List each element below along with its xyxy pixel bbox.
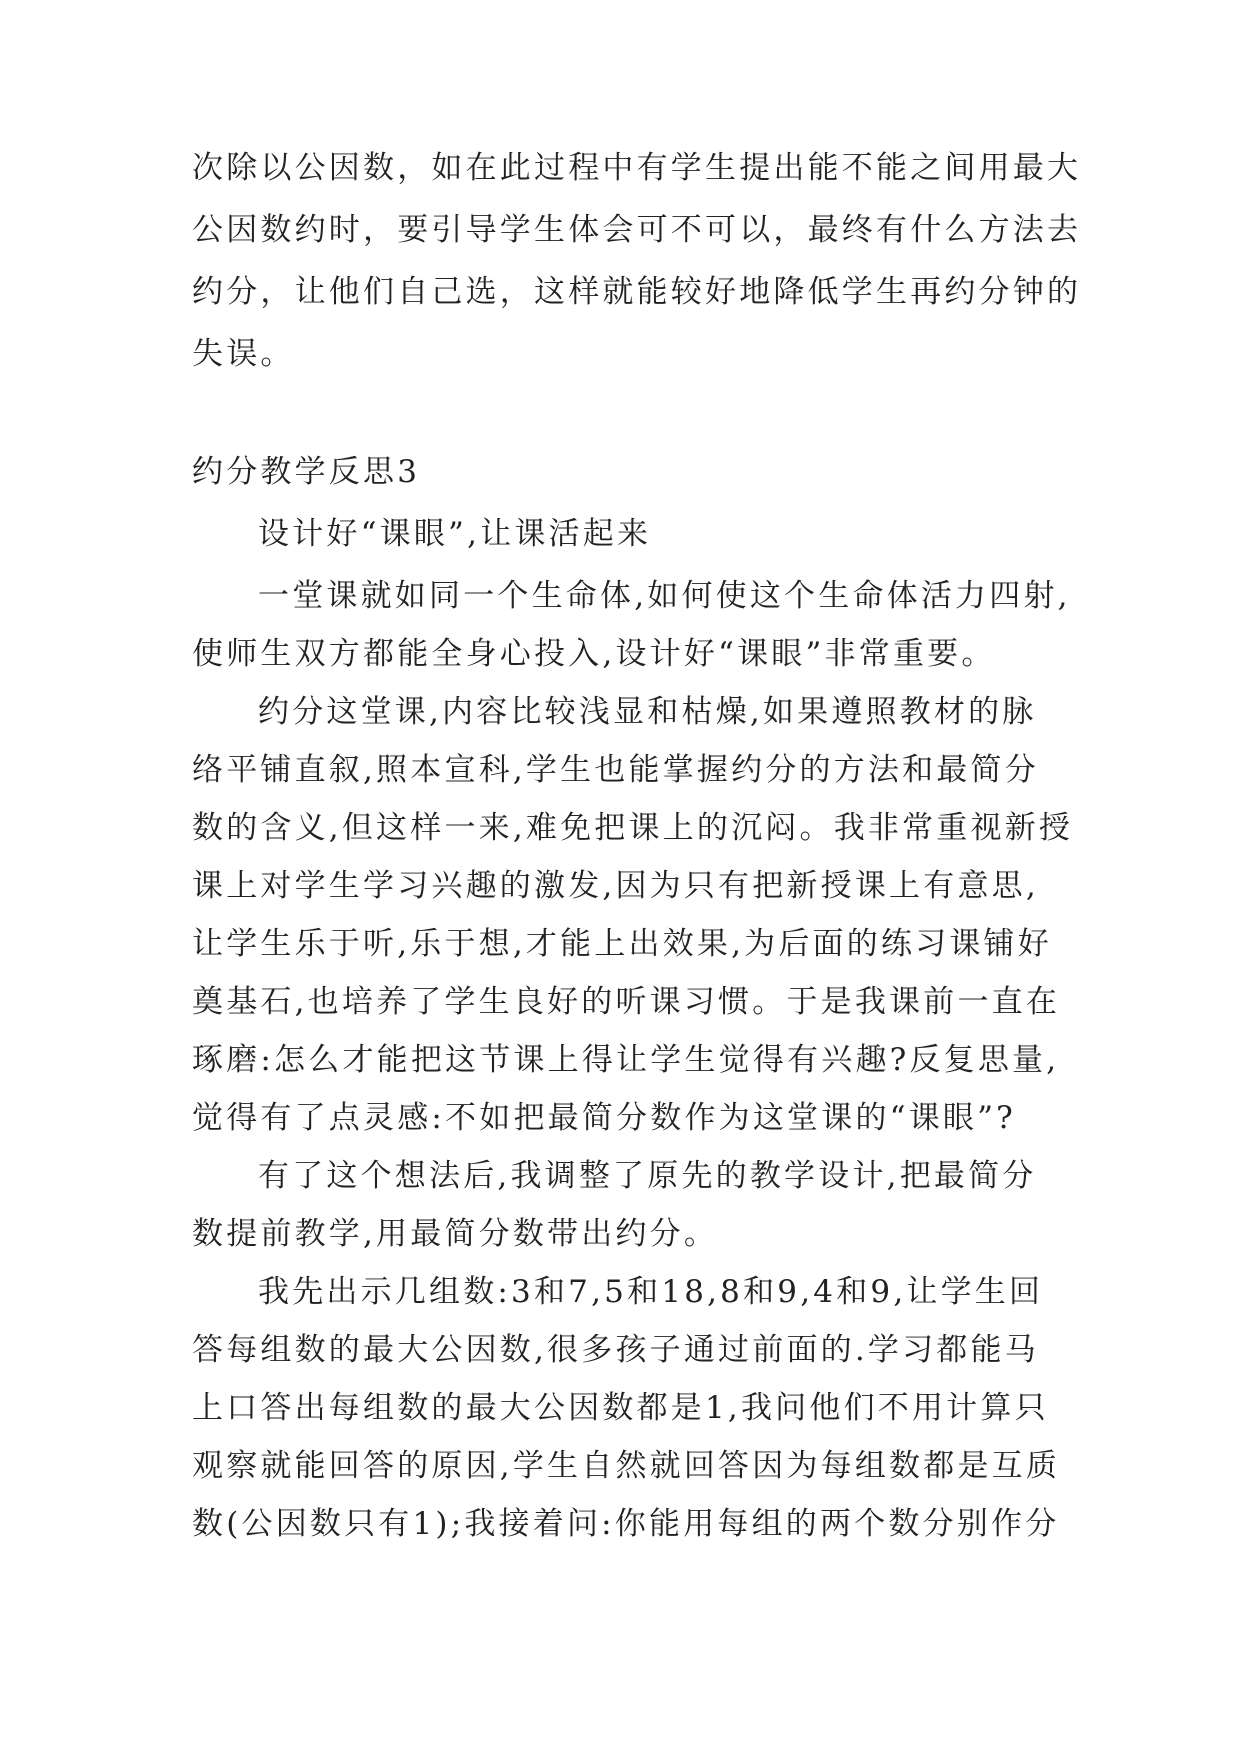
text-line: 有了这个想法后,我调整了原先的教学设计,把最简分 — [258, 1158, 1037, 1194]
text-line: 约分这堂课,内容比较浅显和枯燥,如果遵照教材的脉 — [258, 694, 1037, 730]
text-line: 上口答出每组数的最大公因数都是1,我问他们不用计算只 — [192, 1390, 1049, 1426]
text-line: 我先出示几组数:3和7,5和18,8和9,4和9,让学生回 — [258, 1274, 1044, 1310]
text-line: 一堂课就如同一个生命体,如何使这个生命体活力四射, — [258, 578, 1071, 614]
text-line: 观察就能回答的原因,学生自然就回答因为每组数都是互质 — [192, 1448, 1061, 1484]
section-heading: 约分教学反思3 — [192, 454, 421, 490]
text-line: 数提前教学,用最简分数带出约分。 — [192, 1216, 719, 1252]
text-line: 课上对学生学习兴趣的激发,因为只有把新授课上有意思, — [192, 868, 1039, 904]
text-line: 让学生乐于听,乐于想,才能上出效果,为后面的练习课铺好 — [192, 926, 1052, 962]
text-line: 络平铺直叙,照本宣科,学生也能掌握约分的方法和最简分 — [192, 752, 1039, 788]
section-subtitle: 设计好“课眼”,让课活起来 — [258, 516, 652, 552]
text-line: 失误。 — [192, 336, 295, 372]
text-line: 约分，让他们自己选，这样就能较好地降低学生再约分钟的 — [192, 274, 1082, 310]
text-line: 奠基石,也培养了学生良好的听课习惯。于是我课前一直在 — [192, 984, 1061, 1020]
text-line: 琢磨:怎么才能把这节课上得让学生觉得有兴趣?反复思量, — [192, 1042, 1060, 1078]
text-line: 数的含义,但这样一来,难免把课上的沉闷。我非常重视新授 — [192, 810, 1074, 846]
text-line: 觉得有了点灵感:不如把最简分数作为这堂课的“课眼”? — [192, 1100, 1016, 1136]
text-line: 次除以公因数，如在此过程中有学生提出能不能之间用最大 — [192, 150, 1082, 186]
text-line: 答每组数的最大公因数,很多孩子通过前面的.学习都能马 — [192, 1332, 1039, 1368]
text-line: 使师生双方都能全身心投入,设计好“课眼”非常重要。 — [192, 636, 996, 672]
text-line: 公因数约时，要引导学生体会可不可以，最终有什么方法去 — [192, 212, 1082, 248]
text-line: 数(公因数只有1);我接着问:你能用每组的两个数分别作分 — [192, 1506, 1060, 1542]
